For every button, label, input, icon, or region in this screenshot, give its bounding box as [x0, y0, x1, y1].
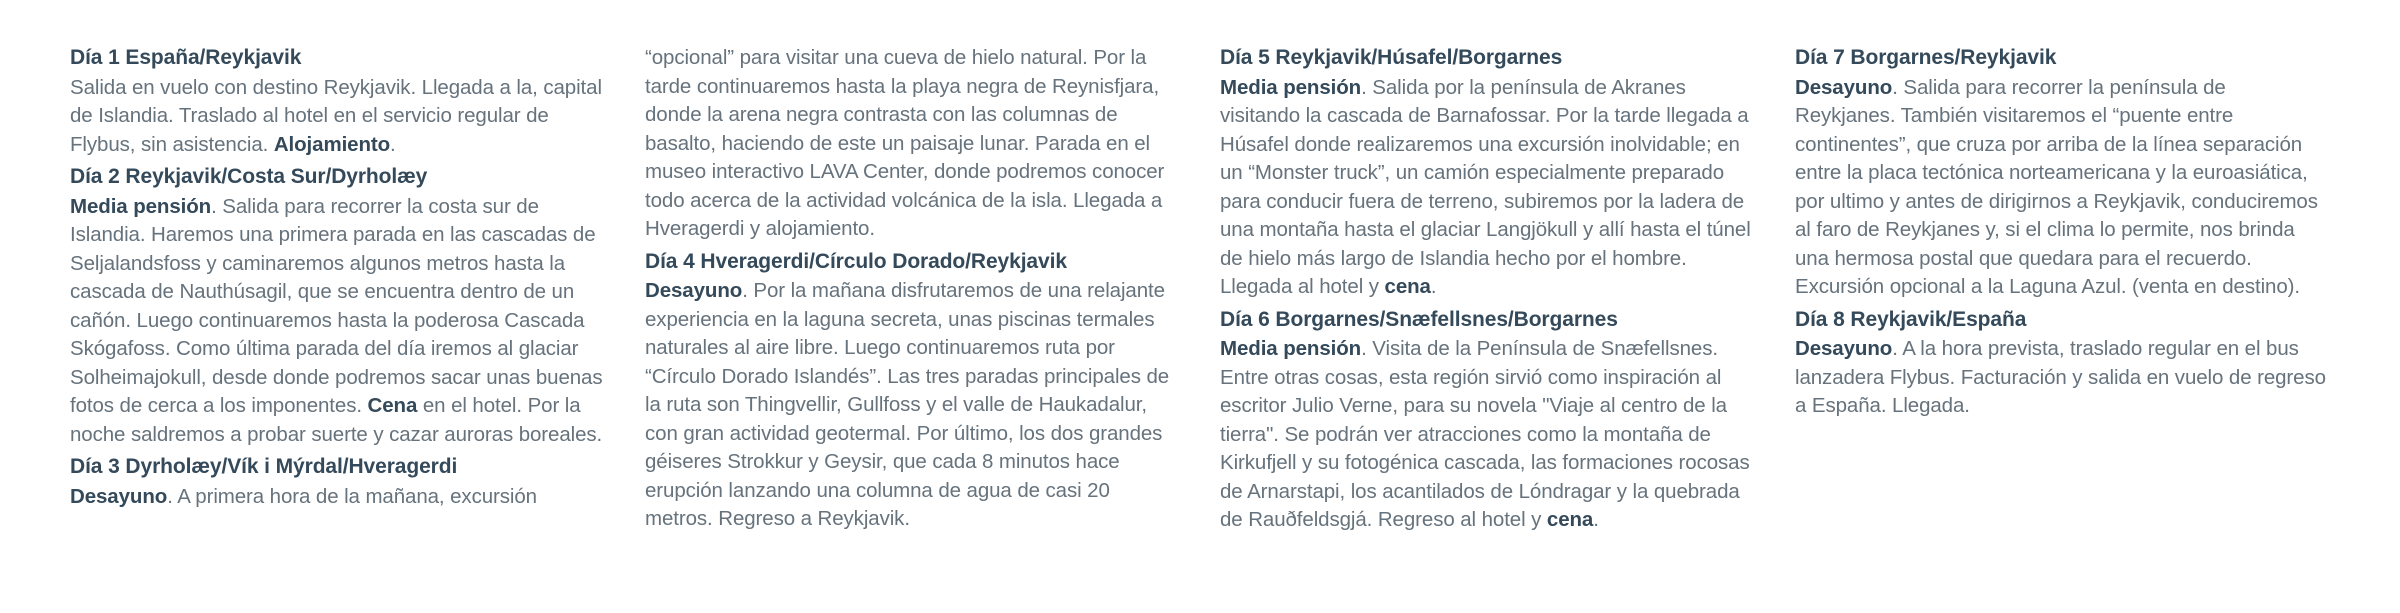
- body-text: .: [1593, 508, 1599, 531]
- day-description: [1220, 335, 1755, 535]
- body-text: .: [390, 132, 396, 156]
- body-text: . Por la mañana disfrutaremos de una relajante experiencia en la laguna secreta, unas piscinas termales naturales al aire libre. Luego continuaremos ruta por “Círculo Dorado Islandés”. Las tres paradas principales de la ruta son Thingvellir, Gullfoss y el valle de Haukadalur, con gran actividad geotermal. Por último, los dos grandes géiseres Strokkur y Geysir, que cada 8 minutos hace erupción lanzando una columna de agua de casi 20 metros. Regreso a Reykjavik.: [645, 279, 1170, 530]
- day-description: [1220, 74, 1755, 302]
- day-title: Día 3 Dyrholæy/Vík i Mýrdal/Hveragerdi: [70, 455, 458, 478]
- highlight-text: Alojamiento: [273, 132, 391, 156]
- day-title: Día 8 Reykjavik/España: [1795, 307, 2027, 331]
- body-text: . Visita de la Península de Snæfellsnes. Entre otras cosas, esta región sirvió como inspiración al escritor Julio Verne, para su novela "Viaje al centro de la tierra". Se podrán ver atracciones como la montaña de Kirkufjell y su fotogénica cascada, las formaciones rocosas de Arnarstapi, los acantilados de Lóndragar y la quebrada de Rauðfeldsgjá. Regreso al hotel y: [1220, 337, 1750, 531]
- body-text: . A primera hora de la mañana, excursión: [167, 484, 537, 508]
- body-text: Salida en vuelo con destino Reykjavik. Llegada a la, capital de Islandia. Traslado al hotel en el servicio regular de Flybus, sin asistencia.: [70, 75, 602, 156]
- day-entry: [645, 44, 1180, 244]
- body-text: .: [1430, 275, 1437, 298]
- body-text: . Salida para recorrer la península de Reykjanes. También visitaremos el “puente entre continentes”, que cruza por arriba de la línea separación entre la placa tectónica norteamericana y la euroasiática, por ultimo y antes de dirigirnos a Reykjavik, conduciremos al faro de Reykjanes y, si el clima lo permite, nos brinda una hermosa postal que quedara para el recuerdo. Excursión opcional a la Laguna Azul. (venta en destino).: [1795, 75, 2318, 298]
- day-description: [70, 74, 605, 160]
- day-title: Día 2 Reykjavik/Costa Sur/Dyrholæy: [70, 165, 428, 188]
- highlight-text: Cena: [367, 394, 418, 417]
- highlight-text: Desayuno: [70, 484, 168, 508]
- itinerary-columns: [70, 44, 2330, 539]
- body-text: . Salida para recorrer la costa sur de Islandia. Haremos una primera parada en las cascadas de Seljalandsfoss y caminaremos algunos metros hasta la cascada de Nauthúsagil, que se encuentra dentro de un cañón. Luego continuaremos hasta la poderosa Cascada Skógafoss. Como última parada del día iremos al glaciar Solheimajokull, desde donde podremos sacar unas buenas fotos de cerca a los imponentes.: [70, 194, 603, 417]
- day-description: [70, 483, 605, 512]
- day-title: Día 5 Reykjavik/Húsafel/Borgarnes: [1220, 46, 1563, 69]
- body-text: “opcional” para visitar una cueva de hielo natural. Por la tarde continuaremos hasta la playa negra de Reynisfjara, donde la arena negra contrasta con las columnas de basalto, haciendo de este un paisaje lunar. Parada en el museo interactivo LAVA Center, donde podremos conocer todo acerca de la actividad volcánica de la isla. Llegada a Hveragerdi y alojamiento.: [645, 46, 1165, 240]
- highlight-text: cena: [1546, 508, 1594, 531]
- day-title: Día 4 Hveragerdi/Círculo Dorado/Reykjavik: [645, 249, 1067, 273]
- day-title: Día 1 España/Reykjavik: [70, 46, 302, 69]
- day-entry: [1220, 44, 1755, 302]
- day-description: [1795, 74, 2330, 302]
- day-description: [1795, 335, 2330, 421]
- day-entry: [1795, 306, 2330, 421]
- day-entry: [70, 453, 605, 511]
- highlight-text: Media pensión: [70, 194, 212, 218]
- highlight-text: Desayuno: [1795, 75, 1893, 99]
- highlight-text: Media pensión: [1220, 75, 1362, 99]
- itinerary-column-4: [1795, 44, 2330, 539]
- itinerary-column-1: [70, 44, 605, 539]
- day-title: Día 6 Borgarnes/Snæfellsnes/Borgarnes: [1220, 307, 1618, 331]
- highlight-text: Desayuno: [1795, 337, 1893, 360]
- day-entry: [1795, 44, 2330, 302]
- day-title: Día 7 Borgarnes/Reykjavik: [1795, 46, 2057, 69]
- highlight-text: Desayuno: [645, 279, 743, 302]
- body-text: . Salida por la península de Akranes visitando la cascada de Barnafossar. Por la tarde llegada a Húsafel donde realizaremos una excursión inolvidable; en un “Monster truck”, un camión especialmente preparado para conducir fuera de terreno, subiremos por la ladera de una montaña hasta el glaciar Langjökull y allí hasta el túnel de hielo más largo de Islandia hecho por el hombre. Llegada al hotel y: [1220, 75, 1751, 298]
- day-entry: [1220, 306, 1755, 535]
- day-entry: [645, 248, 1180, 534]
- highlight-text: Media pensión: [1220, 337, 1362, 360]
- day-description: [70, 193, 605, 450]
- day-description: [645, 44, 1180, 244]
- day-description: [645, 277, 1180, 534]
- itinerary-column-2: [645, 44, 1180, 539]
- highlight-text: cena: [1384, 275, 1431, 298]
- body-text: . A la hora prevista, traslado regular en el bus lanzadera Flybus. Facturación y salida en vuelo de regreso a España. Llegada.: [1795, 337, 2326, 417]
- day-entry: [70, 44, 605, 159]
- itinerary-column-3: [1220, 44, 1755, 539]
- body-text: en el hotel. Por la noche saldremos a probar suerte y cazar auroras boreales.: [70, 394, 603, 446]
- day-entry: [70, 163, 605, 449]
